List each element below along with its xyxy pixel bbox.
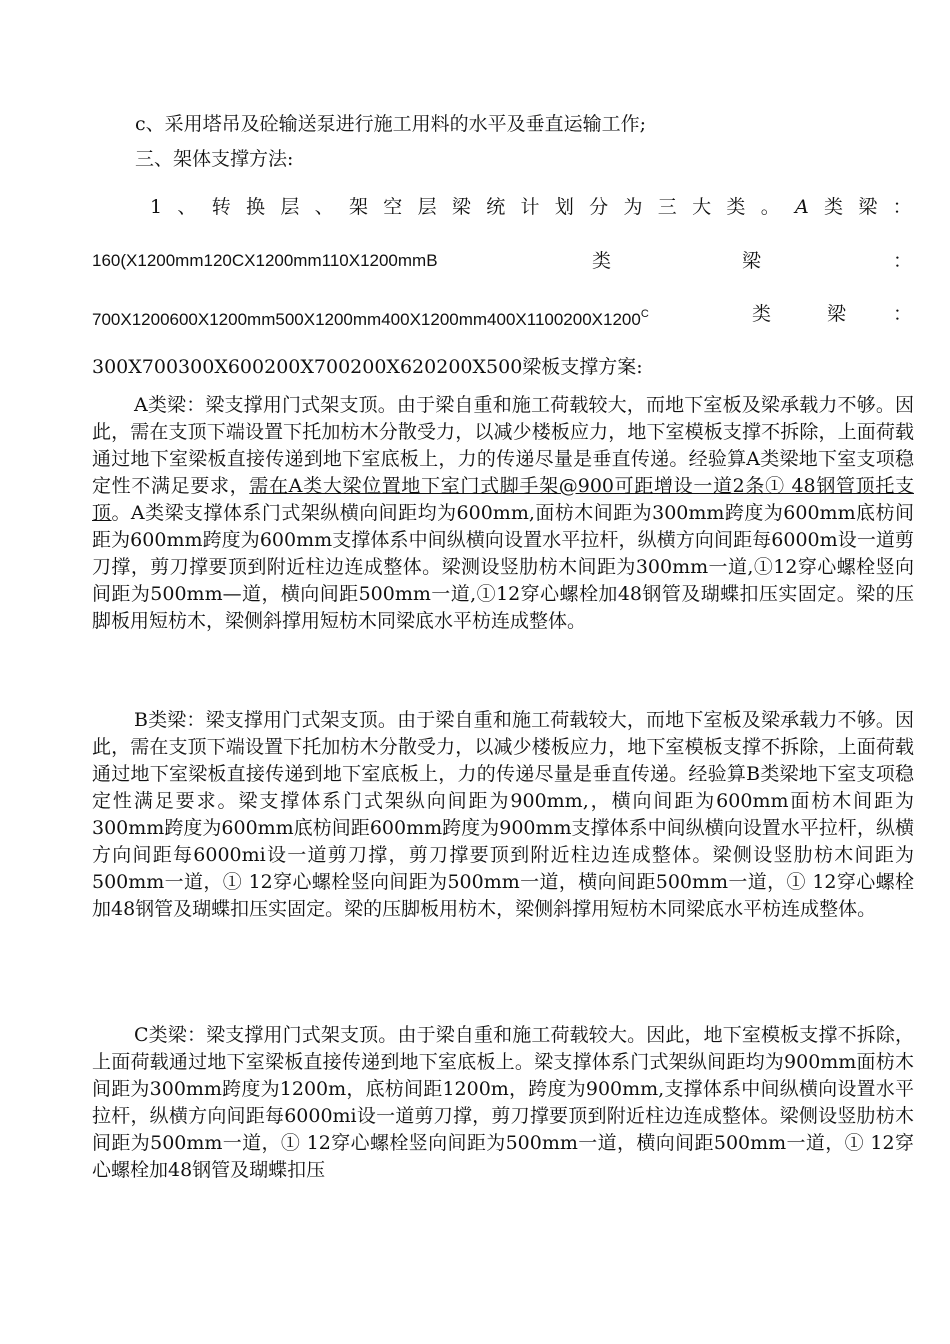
spread-char: 。	[760, 196, 780, 218]
paragraph-text: A类梁：梁支撑用门式架支顶。由于梁自重和施工荷载较大，而地下室板及梁承载力不够。因此，需在支顶下端设置下托加枋木分散受力，以减少楼板应力，地下室模板支撑不拆除，上面荷载通过地下室梁板直接传递到地下室底板上，力的传递尽量是垂直传递。经验算A类梁地下室支项稳定性不满足要求，	[92, 394, 914, 497]
spread-char: 层	[280, 196, 300, 218]
spread-char: ：	[892, 196, 912, 218]
spread-char: 、	[314, 196, 334, 218]
spread-char: 1	[150, 196, 163, 218]
paragraph-class-a	[92, 392, 914, 635]
label-char: 梁	[742, 250, 762, 272]
label-char: ：	[892, 303, 912, 325]
paragraph-class-b: B类梁：梁支撑用门式架支顶。由于梁自重和施工荷载较大，而地下室板及梁承载力不够。因此，需在支顶下端设置下托加枋木分散受力，以减少楼板应力，地下室模板支撑不拆除，上面荷载通过地下室梁板直接传递到地下室底板上，力的传递尽量是垂直传递。经验算B类梁地下室支项稳定性满足要求。梁支撑体系门式架纵向间距为900mm,，横向间距为600mm面枋木间距为300mm跨度为600mm底枋间距600mm跨度为900mm支撑体系中间纵横向设置水平拉杆，纵横方向间距每6000mi设一道剪刀撑，剪刀撑要顶到附近柱边连成整体。梁侧设竖肋枋木间距为500mm一道，① 12穿心螺栓竖向间距为500mm一道，横向间距500mm一道，① 12穿心螺栓加48钢管及瑚蝶扣压实固定。梁的压脚板用枋木，梁侧斜撑用短枋木同梁底水平枋连成整体。	[92, 709, 914, 920]
spread-char: 层	[417, 196, 437, 218]
classification-line	[150, 195, 912, 219]
spread-char: 类	[824, 196, 844, 218]
dimensions-text: 700X1200600X1200mm500X1200mm400X1200mm400X1100200X1200	[92, 310, 641, 329]
superscript-c: C	[640, 308, 649, 320]
underlined-text: 需在A类大梁位置地下室门式脚手架@900可距增设一道2条① 48钢管顶托支顶	[92, 475, 914, 524]
spread-char: 为	[623, 196, 643, 218]
spread-char: 划	[554, 196, 574, 218]
spread-char: 、	[177, 196, 197, 218]
spread-char: 计	[520, 196, 540, 218]
spread-char: 梁	[858, 196, 878, 218]
item-c-line: c、采用塔吊及砼输送泵进行施工用料的水平及垂直运输工作;	[135, 113, 647, 135]
spread-char: 三	[657, 196, 677, 218]
spread-char: 转	[211, 196, 231, 218]
label-char: 类	[592, 250, 612, 272]
section-heading: 三、架体支撑方法:	[135, 148, 294, 170]
spread-char: 分	[589, 196, 609, 218]
spread-char: 类	[726, 196, 746, 218]
spread-char: 换	[246, 196, 266, 218]
paragraph-text: 。A类梁支撑体系门式架纵横向间距均为600mm,面枋木间距为300mm跨度为600mm底枋间距为600mm跨度为600mm支撑体系中间纵横向设置水平拉杆，纵横方向间距每6000m设一道剪刀撑，剪刀撑要顶到附近柱边连成整体。梁测设竖肋枋木间距为300mm一道,①12穿心螺栓竖向间距为500mm—道，横向间距500mm一道,①12穿心螺栓加48钢管及瑚蝶扣压实固定。梁的压脚板用短枋木，梁侧斜撑用短枋木同梁底水平枋连成整体。	[92, 502, 914, 632]
label-char: 类	[752, 303, 772, 325]
class-a-dimensions: 160(X1200mm120CX1200mm110X1200mmB	[92, 251, 438, 270]
spread-char: 梁	[451, 196, 471, 218]
spread-char: 统	[486, 196, 506, 218]
spread-char: 架	[348, 196, 368, 218]
spread-char: A	[795, 196, 809, 218]
spread-char: 空	[383, 196, 403, 218]
class-c-dimensions-scheme-line: 300X700300X600200X700200X620200X500梁板支撑方案:	[92, 356, 643, 378]
spread-char: 大	[692, 196, 712, 218]
paragraph-class-c: C类梁：梁支撑用门式架支顶。由于梁自重和施工荷载较大。因此，地下室模板支撑不拆除，上面荷载通过地下室梁板直接传递到地下室底板上。梁支撑体系门式架纵间距均为900mm面枋木间距为300mm跨度为1200m，底枋间距1200m，跨度为900mm,支撑体系中间纵横向设置水平拉杆，纵横方向间距每6000mi设一道剪刀撑，剪刀撑要顶到附近柱边连成整体。梁侧设竖肋枋木间距为500mm一道，① 12穿心螺栓竖向间距为500mm一道，横向间距500mm一道，① 12穿心螺栓加48钢管及瑚蝶扣压	[92, 1024, 914, 1181]
label-char: ：	[892, 250, 912, 272]
class-b-dimensions	[92, 302, 649, 332]
label-char: 梁	[827, 303, 847, 325]
